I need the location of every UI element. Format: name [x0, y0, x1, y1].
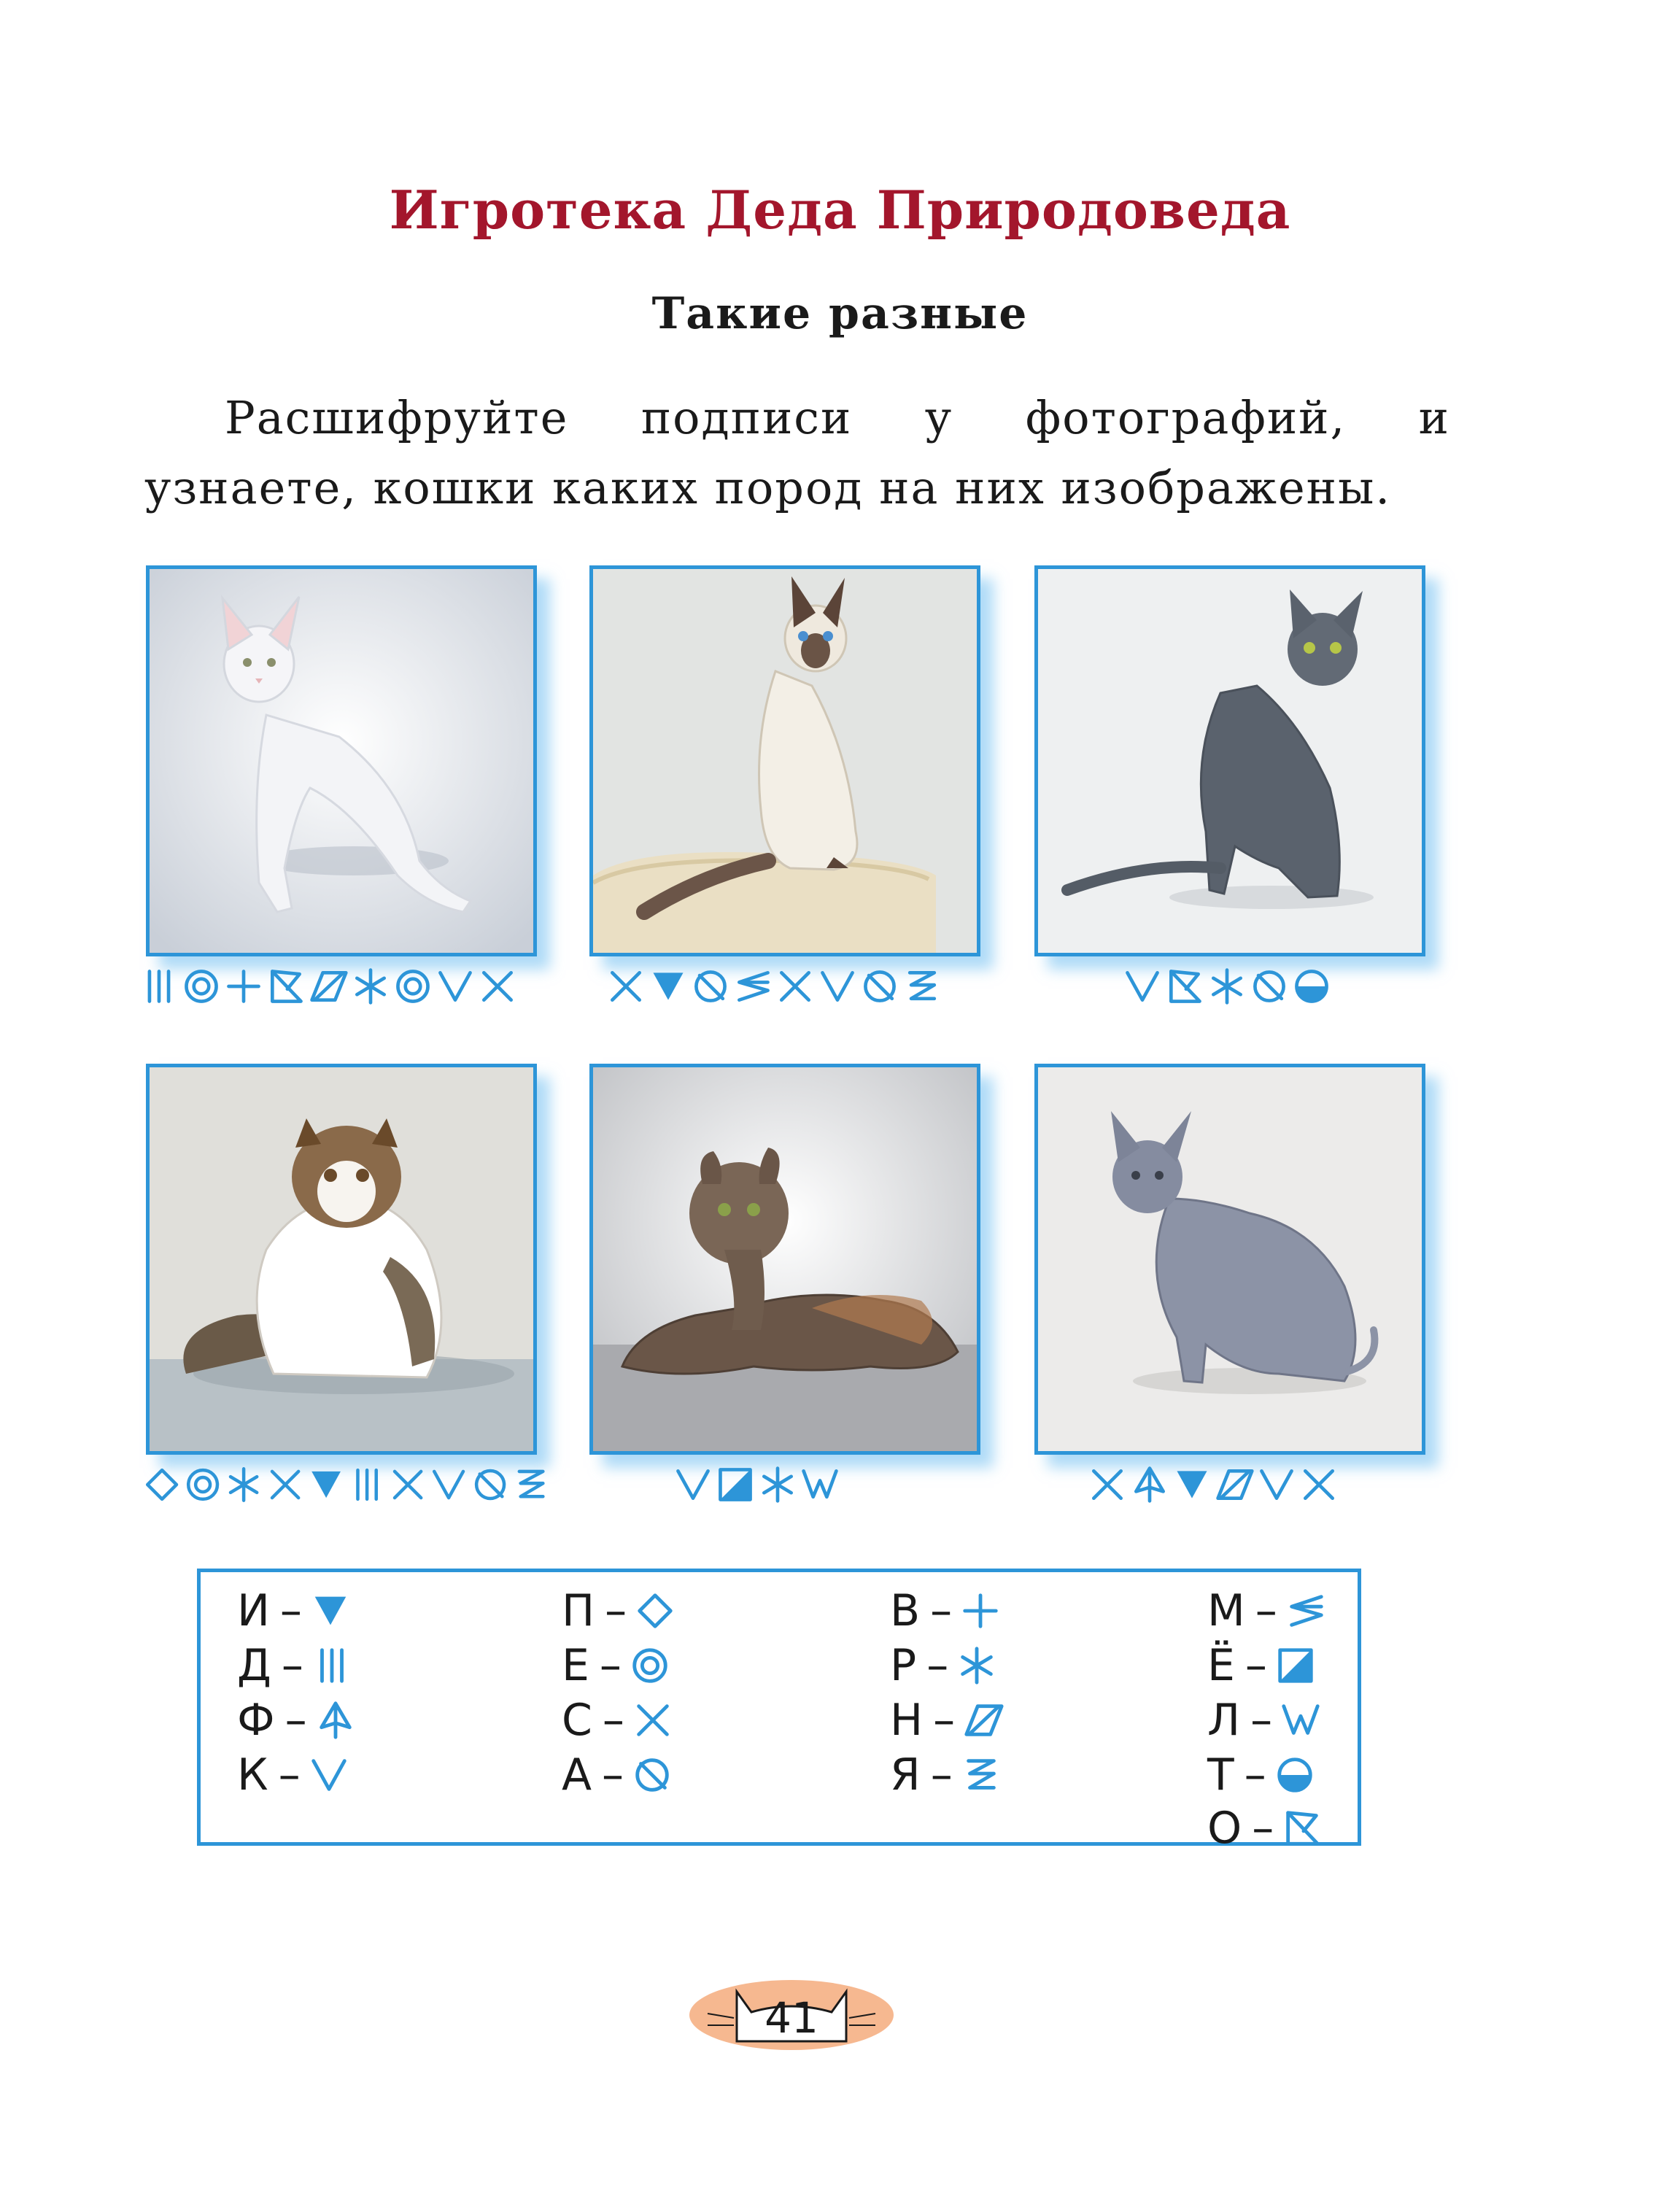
- page-title: Игротека Деда Природоведа: [389, 179, 1291, 241]
- legend-letter: Н: [890, 1695, 924, 1746]
- legend-letter: Ё: [1207, 1640, 1235, 1691]
- legend-entry-К: [237, 1751, 350, 1799]
- legend-entry-С: [562, 1696, 674, 1744]
- double-circle-icon: [392, 966, 433, 1007]
- legend-entry-А: [562, 1751, 673, 1799]
- slashed-circle-icon: [859, 966, 900, 1007]
- slashed-circle-icon: [1249, 966, 1290, 1007]
- flag-corner-icon: [1164, 966, 1205, 1007]
- photo-caption-code-6: [1087, 1463, 1364, 1507]
- legend-entry-Р: [890, 1641, 998, 1690]
- zigzag-three-icon: [960, 1754, 1002, 1796]
- legend-dash: –: [602, 1695, 624, 1746]
- arrow-up-split-icon: [1129, 1464, 1170, 1505]
- photo-sphynx: [1034, 1064, 1425, 1455]
- legend-entry-И: [237, 1587, 352, 1635]
- x-cross-icon: [477, 966, 518, 1007]
- page-number-badge: [686, 1955, 897, 2050]
- slashed-circle-icon: [690, 966, 731, 1007]
- legend-dash: –: [605, 1585, 627, 1636]
- filled-down-triangle-icon: [309, 1590, 352, 1632]
- legend-letter: И: [237, 1585, 270, 1636]
- legend-dash: –: [284, 1695, 307, 1746]
- chevron-v-icon: [1256, 1464, 1297, 1505]
- left-arrow-lines-icon: [1285, 1590, 1327, 1632]
- chevron-v-icon: [1122, 966, 1163, 1007]
- legend-letter: С: [562, 1695, 592, 1746]
- photo-american-curl: [589, 1064, 980, 1455]
- photo-devon-rex: [146, 565, 537, 956]
- flag-corner-icon: [1281, 1807, 1323, 1849]
- x-cross-icon: [605, 966, 646, 1007]
- filled-down-triangle-icon: [1172, 1464, 1212, 1505]
- arrow-up-split-icon: [314, 1699, 357, 1741]
- chevron-v-icon: [435, 966, 476, 1007]
- legend-entry-В: [890, 1587, 1002, 1635]
- chevron-v-icon: [673, 1464, 713, 1505]
- half-filled-circle-icon: [1291, 966, 1332, 1007]
- half-filled-square-icon: [1274, 1644, 1317, 1687]
- legend-entry-Д: [237, 1641, 353, 1690]
- legend-letter: Д: [237, 1640, 271, 1691]
- double-circle-icon: [629, 1644, 671, 1687]
- legend-entry-Я: [890, 1751, 1002, 1799]
- legend-dash: –: [926, 1640, 949, 1691]
- photo-caption-code-2: [605, 964, 956, 1008]
- half-filled-square-icon: [715, 1464, 756, 1505]
- x-cross-icon: [1298, 1464, 1339, 1505]
- x-cross-icon: [632, 1699, 674, 1741]
- left-arrow-lines-icon: [732, 966, 773, 1007]
- chevron-v-icon: [429, 1464, 468, 1505]
- half-filled-circle-icon: [1274, 1754, 1316, 1796]
- legend-letter: А: [562, 1749, 592, 1801]
- x-cross-icon: [266, 1464, 305, 1505]
- legend-entry-О: [1207, 1804, 1323, 1852]
- x-cross-icon: [775, 966, 816, 1007]
- legend-dash: –: [279, 1585, 302, 1636]
- double-circle-icon: [181, 966, 222, 1007]
- chevron-v-icon: [817, 966, 858, 1007]
- photo-caption-code-3: [1122, 964, 1341, 1008]
- legend-letter: М: [1207, 1585, 1245, 1636]
- triple-bars-icon: [311, 1644, 353, 1687]
- slashed-circle-icon: [471, 1464, 510, 1505]
- flag-corner-icon: [266, 966, 306, 1007]
- diamond-outline-icon: [142, 1464, 182, 1505]
- photo-siamese: [589, 565, 980, 956]
- slanted-parallelogram-icon: [962, 1699, 1004, 1741]
- page-number: 41: [764, 1993, 818, 2043]
- diamond-outline-icon: [634, 1590, 676, 1632]
- filled-down-triangle-icon: [306, 1464, 346, 1505]
- legend-dash: –: [602, 1749, 624, 1801]
- triple-bars-icon: [139, 966, 179, 1007]
- asterisk-icon: [350, 966, 391, 1007]
- x-cross-icon: [1087, 1464, 1128, 1505]
- task-text: Расшифруйте подписи у фотографий, и узнаете, кошки каких пород на них изображены.: [144, 391, 1450, 514]
- section-subtitle: Такие разные: [651, 288, 1029, 339]
- asterisk-icon: [757, 1464, 798, 1505]
- legend-entry-Т: [1207, 1751, 1316, 1799]
- legend-letter: Р: [890, 1640, 917, 1691]
- legend-letter: О: [1207, 1803, 1242, 1854]
- slanted-parallelogram-icon: [308, 966, 349, 1007]
- legend-letter: Я: [890, 1749, 921, 1801]
- legend-letter: В: [890, 1585, 921, 1636]
- legend-letter: Ф: [237, 1695, 275, 1746]
- legend-letter: Е: [562, 1640, 589, 1691]
- triple-bars-icon: [347, 1464, 387, 1505]
- w-wave-icon: [800, 1464, 840, 1505]
- legend-letter: Т: [1207, 1749, 1234, 1801]
- slashed-circle-icon: [631, 1754, 673, 1796]
- slanted-parallelogram-icon: [1214, 1464, 1255, 1505]
- legend-letter: Л: [1207, 1695, 1241, 1746]
- legend-dash: –: [1250, 1695, 1273, 1746]
- plus-icon: [959, 1590, 1002, 1632]
- zigzag-three-icon: [902, 966, 942, 1007]
- legend-dash: –: [1252, 1803, 1274, 1854]
- chevron-v-icon: [308, 1754, 350, 1796]
- filled-down-triangle-icon: [648, 966, 689, 1007]
- legend-dash: –: [278, 1749, 301, 1801]
- photo-caption-code-4: [142, 1463, 551, 1507]
- legend-entry-Ё: [1207, 1641, 1317, 1690]
- asterisk-icon: [956, 1644, 998, 1687]
- legend-dash: –: [281, 1640, 303, 1691]
- legend-entry-Л: [1207, 1696, 1322, 1744]
- zigzag-three-icon: [511, 1464, 551, 1505]
- legend-dash: –: [1244, 1640, 1267, 1691]
- photo-persian: [146, 1064, 537, 1455]
- legend-dash: –: [599, 1640, 622, 1691]
- photo-korat: [1034, 565, 1425, 956]
- photo-caption-code-1: [139, 964, 533, 1008]
- legend-entry-М: [1207, 1587, 1327, 1635]
- legend-dash: –: [933, 1695, 956, 1746]
- legend-entry-Н: [890, 1696, 1004, 1744]
- legend-letter: К: [237, 1749, 268, 1801]
- legend-entry-Ф: [237, 1696, 357, 1744]
- legend-dash: –: [1255, 1585, 1277, 1636]
- double-circle-icon: [183, 1464, 222, 1505]
- photo-caption-code-5: [673, 1463, 877, 1507]
- plus-icon: [223, 966, 264, 1007]
- asterisk-icon: [224, 1464, 263, 1505]
- legend-dash: –: [1244, 1749, 1266, 1801]
- x-cross-icon: [388, 1464, 427, 1505]
- legend-letter: П: [562, 1585, 595, 1636]
- legend-dash: –: [930, 1585, 953, 1636]
- cipher-legend: [197, 1569, 1361, 1854]
- legend-entry-П: [562, 1587, 676, 1635]
- asterisk-icon: [1207, 966, 1247, 1007]
- legend-entry-Е: [562, 1641, 671, 1690]
- legend-dash: –: [930, 1749, 953, 1801]
- w-wave-icon: [1280, 1699, 1322, 1741]
